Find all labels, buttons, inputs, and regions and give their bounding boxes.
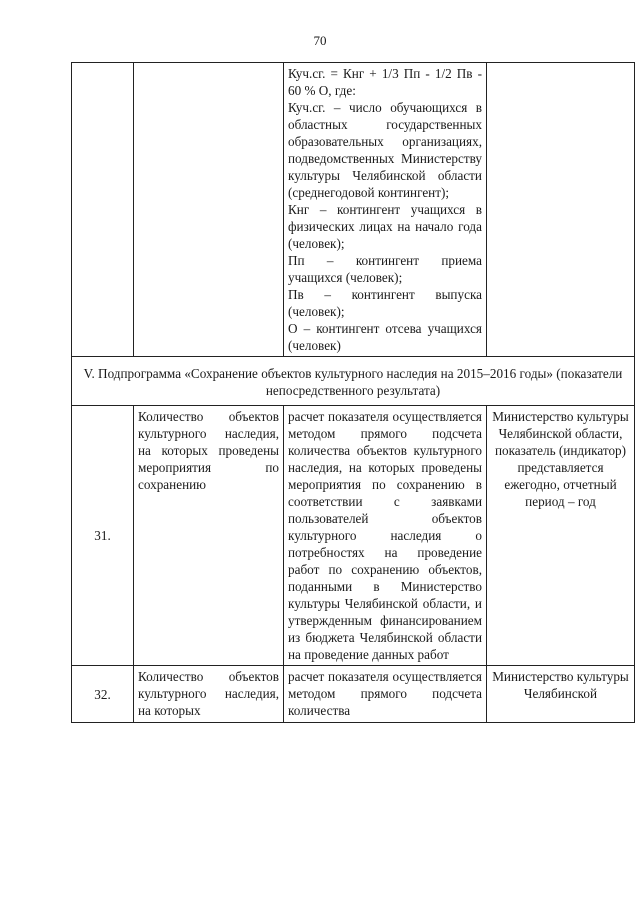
formula-line: Пв – контингент выпуска (человек); bbox=[288, 287, 482, 319]
indicators-table bbox=[71, 62, 635, 723]
formula-line: О – контингент отсева учащихся (человек) bbox=[288, 321, 482, 353]
row-method: расчет показателя осуществляется методом прямого подсчета количества объектов культурного наследия, на которых проведены мероприятия по сохранению в соответствии с заявками пользователей объектов культурного наследия о потребностях на проведение работ по сохранению объектов, поданными в Министерство культуры Челябинской области, и утвержденным финансированием из бюджета Челябинской области на проведение данных работ bbox=[284, 406, 487, 666]
row-number: 31. bbox=[72, 406, 134, 666]
row-number: 32. bbox=[72, 666, 134, 723]
continuation-row bbox=[72, 63, 635, 357]
formula-line: Куч.сг. = Кнг + 1/3 Пп - 1/2 Пв - 60 % О, где: bbox=[288, 66, 482, 98]
row-responsible: Министерство культуры Челябинской области, показатель (индикатор) представляется ежегодно, отчетный период – год bbox=[487, 406, 635, 666]
formula-line: Пп – контингент приема учащихся (человек); bbox=[288, 253, 482, 285]
section-row bbox=[72, 357, 635, 406]
cell-formula bbox=[284, 63, 487, 357]
row-method: расчет показателя осуществляется методом прямого подсчета количества bbox=[284, 666, 487, 723]
cell-number-empty bbox=[72, 63, 134, 357]
row-indicator: Количество объектов культурного наследия, на которых bbox=[134, 666, 284, 723]
cell-responsible-empty bbox=[487, 63, 635, 357]
page-number: 70 bbox=[313, 33, 327, 48]
section-title: V. Подпрограмма «Сохранение объектов культурного наследия на 2015–2016 годы» (показатели непосредственного результата) bbox=[72, 357, 635, 406]
formula-line: Куч.сг. – число обучающихся в областных государственных образовательных организациях, подведомственных Министерству культуры Челябинской области (среднегодовой контингент); bbox=[288, 100, 482, 200]
table-row bbox=[72, 406, 635, 666]
formula-line: Кнг – контингент учащихся в физических лицах на начало года (человек); bbox=[288, 202, 482, 251]
row-indicator: Количество объектов культурного наследия, на которых проведены мероприятия по сохранению bbox=[134, 406, 284, 666]
row-responsible: Министерство культуры Челябинской bbox=[487, 666, 635, 723]
table-row bbox=[72, 666, 635, 723]
cell-indicator-empty bbox=[134, 63, 284, 357]
